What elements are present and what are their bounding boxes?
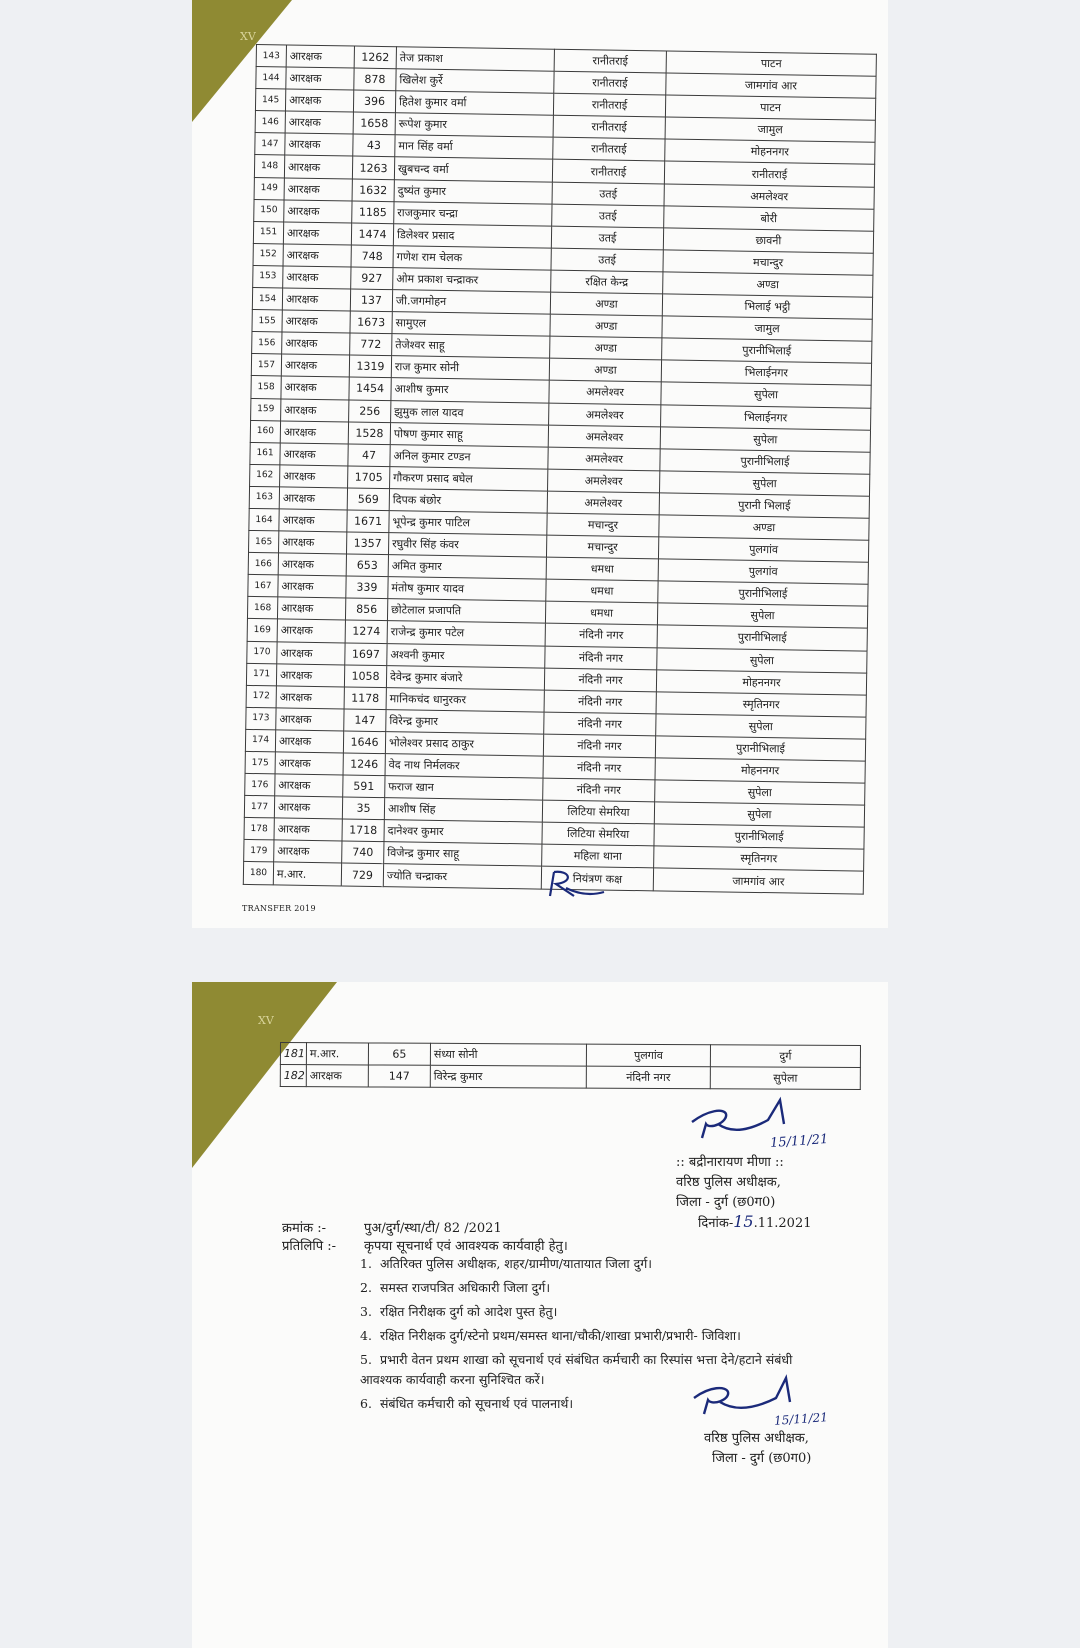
- rank-cell: आरक्षक: [275, 752, 343, 775]
- table-row: [280, 1065, 860, 1090]
- order-date-rest: .11.2021: [753, 1216, 812, 1231]
- rank-cell: आरक्षक: [286, 67, 354, 90]
- badge-number-cell: 1185: [352, 201, 394, 224]
- badge-number-cell: 1673: [350, 311, 392, 334]
- serial-cell: 166: [248, 553, 278, 576]
- current-posting-cell: नंदिनी नगर: [543, 734, 655, 758]
- rank-cell: आरक्षक: [306, 1065, 368, 1087]
- employee-name-cell: गौकरण प्रसाद बघेल: [390, 466, 548, 491]
- serial-cell: 175: [245, 751, 275, 774]
- serial-cell: 181: [280, 1043, 306, 1065]
- copy-recipient-number: 5.: [360, 1352, 372, 1367]
- new-posting-cell: मोहननगर: [665, 139, 875, 164]
- employee-name-cell: राज कुमार सोनी: [391, 356, 549, 381]
- current-posting-cell: नंदिनी नगर: [543, 778, 655, 802]
- rank-cell: आरक्षक: [284, 200, 352, 223]
- employee-name-cell: ज्योति चन्द्राकर: [383, 864, 541, 889]
- signature-date: 15/11/21: [769, 1131, 829, 1152]
- badge-number-cell: 1528: [348, 422, 390, 445]
- badge-number-cell: 569: [347, 488, 389, 511]
- serial-cell: 178: [244, 818, 274, 841]
- new-posting-cell: स्मृतिनगर: [656, 692, 866, 717]
- rank-cell: आरक्षक: [280, 465, 348, 488]
- badge-number-cell: 47: [348, 444, 390, 467]
- employee-name-cell: गणेश राम चेलक: [393, 246, 551, 271]
- badge-number-cell: 1058: [344, 665, 386, 688]
- employee-name-cell: वेद नाथ निर्मलकर: [385, 754, 543, 779]
- employee-name-cell: विरेन्द्र कुमार: [430, 1065, 586, 1088]
- employee-name-cell: रघुवीर सिंह कंवर: [388, 533, 546, 558]
- new-posting-cell: दुर्ग: [710, 1045, 860, 1068]
- rank-cell: आरक्षक: [282, 310, 350, 333]
- new-posting-cell: पुलगांव: [658, 559, 868, 584]
- copy-recipient-number: 2.: [360, 1280, 372, 1295]
- current-posting-cell: नंदिनी नगर: [545, 646, 657, 670]
- employee-name-cell: विरेन्द्र कुमार: [386, 709, 544, 734]
- badge-number-cell: 740: [342, 841, 384, 864]
- employee-name-cell: अनिल कुमार टण्डन: [390, 444, 548, 469]
- current-posting-cell: नंदिनी नगर: [544, 668, 656, 692]
- badge-number-cell: 772: [350, 333, 392, 356]
- rank-cell: आरक्षक: [274, 840, 342, 863]
- serial-cell: 149: [254, 177, 284, 200]
- new-posting-cell: जामुल: [662, 316, 872, 341]
- employee-name-cell: सामुएल: [392, 312, 550, 337]
- serial-cell: 159: [251, 398, 281, 421]
- current-posting-cell: नंदिनी नगर: [543, 756, 655, 780]
- signatory-name: :: बद्रीनारायण मीणा ::: [676, 1155, 784, 1170]
- badge-number-cell: 339: [346, 576, 388, 599]
- order-date: [698, 1212, 811, 1231]
- serial-cell: 151: [253, 221, 283, 244]
- new-posting-cell: सुपेला: [661, 382, 871, 407]
- rank-cell: आरक्षक: [283, 222, 351, 245]
- current-posting-cell: उतई: [551, 248, 663, 272]
- employee-name-cell: झुमुक लाल यादव: [391, 400, 549, 425]
- employee-name-cell: तेजेश्वर साहू: [392, 334, 550, 359]
- new-posting-cell: अण्डा: [659, 515, 869, 540]
- current-posting-cell: धमधा: [546, 579, 658, 603]
- serial-cell: 163: [249, 486, 279, 509]
- new-posting-cell: भिलाई भट्ठी: [662, 294, 872, 319]
- badge-number-cell: 1705: [348, 466, 390, 489]
- new-posting-cell: सुपेला: [710, 1067, 860, 1090]
- serial-cell: 168: [247, 597, 277, 620]
- employee-name-cell: तेज प्रकाश: [396, 47, 554, 72]
- new-posting-cell: पुरानीभिलाई: [660, 449, 870, 474]
- page-footer-label: TRANSFER 2019: [242, 904, 316, 913]
- current-posting-cell: पुलगांव: [586, 1044, 710, 1067]
- badge-number-cell: 1646: [343, 731, 385, 754]
- rank-cell: आरक्षक: [274, 796, 342, 819]
- rank-cell: आरक्षक: [282, 332, 350, 355]
- copy-recipient-text: अतिरिक्त पुलिस अधीक्षक, शहर/ग्रामीण/यातायात जिला दुर्ग।: [379, 1256, 653, 1271]
- serial-cell: 156: [252, 332, 282, 355]
- new-posting-cell: सुपेला: [657, 647, 867, 672]
- employee-name-cell: छोटेलाल प्रजापति: [387, 599, 545, 624]
- copy-recipient-number: 1.: [360, 1256, 372, 1271]
- current-posting-cell: लिटिया सेमरिया: [542, 800, 654, 824]
- copy-recipient-text: समस्त राजपत्रित अधिकारी जिला दुर्ग।: [379, 1280, 551, 1295]
- rank-cell: आरक्षक: [279, 531, 347, 554]
- new-posting-cell: सुपेला: [657, 603, 867, 628]
- rank-cell: आरक्षक: [283, 266, 351, 289]
- employee-name-cell: दुष्यंत कुमार: [394, 179, 552, 204]
- serial-cell: 173: [246, 707, 276, 730]
- new-posting-cell: मोहननगर: [655, 758, 865, 783]
- rank-cell: आरक्षक: [280, 443, 348, 466]
- current-posting-cell: नंदिनी नगर: [544, 712, 656, 736]
- badge-number-cell: 147: [344, 709, 386, 732]
- new-posting-cell: सुपेला: [655, 780, 865, 805]
- employee-name-cell: राजेन्द्र कुमार पटेल: [387, 621, 545, 646]
- rank-cell: म.आर.: [306, 1043, 368, 1065]
- rank-cell: आरक्षक: [284, 155, 352, 178]
- rank-cell: आरक्षक: [276, 664, 344, 687]
- serial-cell: 153: [253, 265, 283, 288]
- initials-signature: [544, 866, 614, 906]
- copy-recipient-text: रक्षित निरीक्षक दुर्ग/स्टेनो प्रथम/समस्त थाना/चौकी/शाखा प्रभारी/प्रभारी- जिविशा।: [379, 1328, 741, 1343]
- employee-name-cell: दिपक बंछोर: [389, 489, 547, 514]
- rank-cell: आरक्षक: [279, 509, 347, 532]
- employee-name-cell: राजकुमार चन्द्रा: [394, 201, 552, 226]
- current-posting-cell: उतई: [552, 182, 664, 206]
- current-posting-cell: रानीतराई: [553, 115, 665, 139]
- new-posting-cell: रानीतराई: [664, 161, 874, 186]
- current-posting-cell: मचान्दुर: [546, 535, 658, 559]
- serial-cell: 171: [246, 663, 276, 686]
- employee-name-cell: हितेश कुमार वर्मा: [395, 91, 553, 116]
- serial-cell: 155: [252, 310, 282, 333]
- rank-cell: आरक्षक: [277, 641, 345, 664]
- badge-number-cell: 856: [345, 598, 387, 621]
- employee-name-cell: अश्वनी कुमार: [387, 643, 545, 668]
- employee-name-cell: अमित कुमार: [388, 555, 546, 580]
- badge-number-cell: 927: [351, 267, 393, 290]
- badge-number-cell: 137: [350, 289, 392, 312]
- serial-cell: 158: [251, 376, 281, 399]
- serial-cell: 172: [246, 685, 276, 708]
- current-posting-cell: महिला थाना: [542, 844, 654, 868]
- new-posting-cell: सुपेला: [660, 471, 870, 496]
- current-posting-cell: रानीतराई: [552, 160, 664, 184]
- employee-name-cell: पोषण कुमार साहू: [390, 422, 548, 447]
- serial-cell: 148: [254, 155, 284, 178]
- badge-number-cell: 878: [354, 68, 396, 91]
- current-posting-cell: अमलेश्वर: [548, 447, 660, 471]
- employee-name-cell: भोलेश्वर प्रसाद ठाकुर: [385, 732, 543, 757]
- rank-cell: आरक्षक: [281, 354, 349, 377]
- signatory-title: वरिष्ठ पुलिस अधीक्षक,: [676, 1175, 781, 1190]
- employee-name-cell: विजेन्द्र कुमार साहू: [384, 842, 542, 867]
- badge-number-cell: 1658: [353, 112, 395, 135]
- badge-number-cell: 1262: [354, 46, 396, 69]
- current-posting-cell: रानीतराई: [554, 49, 666, 73]
- new-posting-cell: पाटन: [665, 95, 875, 120]
- page-corner-mark: XV: [258, 1014, 274, 1027]
- current-posting-cell: धमधा: [546, 557, 658, 581]
- current-posting-cell: नियंत्रण कक्ष: [541, 867, 653, 891]
- new-posting-cell: स्मृतिनगर: [654, 846, 864, 871]
- serial-cell: 150: [254, 199, 284, 222]
- current-posting-cell: उतई: [551, 226, 663, 250]
- rank-cell: आरक्षक: [276, 708, 344, 731]
- badge-number-cell: 1474: [351, 223, 393, 246]
- transfer-table-body: [243, 45, 876, 894]
- serial-cell: 157: [251, 354, 281, 377]
- rank-cell: आरक्षक: [275, 774, 343, 797]
- serial-cell: 179: [244, 840, 274, 863]
- badge-number-cell: 1697: [345, 643, 387, 666]
- rank-cell: आरक्षक: [285, 89, 353, 112]
- new-posting-cell: मोहननगर: [656, 669, 866, 694]
- copy-recipient-number: 6.: [360, 1396, 372, 1411]
- employee-name-cell: देवेन्द्र कुमार बंजारे: [386, 665, 544, 690]
- rank-cell: आरक्षक: [275, 730, 343, 753]
- badge-number-cell: 748: [351, 245, 393, 268]
- current-posting-cell: अमलेश्वर: [548, 425, 660, 449]
- badge-number-cell: 1274: [345, 620, 387, 643]
- employee-name-cell: आशीष सिंह: [384, 798, 542, 823]
- employee-name-cell: खिलेश कुर्रे: [396, 69, 554, 94]
- footer-signatory-district: जिला - दुर्ग (छ0ग0): [712, 1451, 812, 1466]
- copy-recipient-item: [360, 1254, 830, 1274]
- new-posting-cell: सुपेला: [656, 714, 866, 739]
- new-posting-cell: पाटन: [666, 51, 876, 76]
- new-posting-cell: अण्डा: [663, 272, 873, 297]
- current-posting-cell: रक्षित केन्द्र: [551, 270, 663, 294]
- employee-name-cell: मानिकचंद धानुरकर: [386, 687, 544, 712]
- serial-cell: 180: [243, 862, 273, 885]
- current-posting-cell: नंदिनी नगर: [586, 1066, 710, 1089]
- current-posting-cell: रानीतराई: [554, 71, 666, 95]
- signature-2-date: 15/11/21: [773, 1410, 829, 1428]
- rank-cell: आरक्षक: [285, 133, 353, 156]
- serial-cell: 176: [245, 774, 275, 797]
- current-posting-cell: नंदिनी नगर: [544, 690, 656, 714]
- rank-cell: आरक्षक: [281, 376, 349, 399]
- new-posting-cell: जामगांव आर: [653, 868, 863, 893]
- transfer-table-page-2: [280, 1042, 861, 1090]
- employee-name-cell: खुबचन्द वर्मा: [394, 157, 552, 182]
- employee-name-cell: जी.जगमोहन: [392, 290, 550, 315]
- footer-signatory-title: वरिष्ठ पुलिस अधीक्षक,: [704, 1431, 809, 1446]
- current-posting-cell: अण्डा: [550, 292, 662, 316]
- order-number: पुअ/दुर्ग/स्था/टी/ 82 /2021: [364, 1221, 502, 1236]
- rank-cell: आरक्षक: [277, 619, 345, 642]
- employee-name-cell: मंतोष कुमार यादव: [388, 577, 546, 602]
- current-posting-cell: अण्डा: [549, 358, 661, 382]
- badge-number-cell: 43: [353, 134, 395, 157]
- copy-recipient-text: प्रभारी वेतन प्रथम शाखा को सूचनार्थ एवं संबंधित कर्मचारी का रिस्पांस भत्ता देने/हटाने संबंधी आवश्यक कार्यवाही करना सुनिश्चित करें।: [360, 1352, 793, 1387]
- current-posting-cell: उतई: [552, 204, 664, 228]
- new-posting-cell: पुरानी भिलाई: [659, 493, 869, 518]
- serial-cell: 174: [245, 729, 275, 752]
- new-posting-cell: सुपेला: [654, 802, 864, 827]
- new-posting-cell: पुलगांव: [658, 537, 868, 562]
- copy-recipient-text: रक्षित निरीक्षक दुर्ग को आदेश पुस्त हेतु।: [379, 1304, 558, 1319]
- employee-name-cell: फराज खान: [385, 776, 543, 801]
- current-posting-cell: नंदिनी नगर: [545, 624, 657, 648]
- rank-cell: आरक्षक: [278, 575, 346, 598]
- new-posting-cell: मचान्दुर: [663, 250, 873, 275]
- serial-cell: 165: [249, 531, 279, 554]
- new-posting-cell: पुरानीभिलाई: [657, 625, 867, 650]
- new-posting-cell: भिलाईनगर: [661, 404, 871, 429]
- badge-number-cell: 256: [349, 400, 391, 423]
- serial-cell: 145: [255, 89, 285, 112]
- badge-number-cell: 396: [353, 90, 395, 113]
- serial-cell: 154: [252, 288, 282, 311]
- serial-cell: 152: [253, 243, 283, 266]
- rank-cell: आरक्षक: [286, 45, 354, 68]
- document-page-2: [192, 982, 888, 1648]
- serial-cell: 160: [250, 420, 280, 443]
- current-posting-cell: रानीतराई: [553, 93, 665, 117]
- badge-number-cell: 147: [368, 1065, 430, 1087]
- copy-recipient-item: [360, 1302, 830, 1322]
- new-posting-cell: सुपेला: [660, 426, 870, 451]
- serial-cell: 164: [249, 508, 279, 531]
- badge-number-cell: 1718: [342, 819, 384, 842]
- new-posting-cell: अमलेश्वर: [664, 183, 874, 208]
- order-date-day: 15: [733, 1212, 754, 1231]
- serial-cell: 170: [247, 641, 277, 664]
- employee-name-cell: दानेश्वर कुमार: [384, 820, 542, 845]
- serial-cell: 182: [280, 1065, 306, 1087]
- table-row: [280, 1043, 860, 1068]
- rank-cell: आरक्षक: [278, 553, 346, 576]
- rank-cell: आरक्षक: [281, 398, 349, 421]
- employee-name-cell: भूपेन्द्र कुमार पाटिल: [389, 511, 547, 536]
- serial-cell: 143: [256, 45, 286, 68]
- serial-cell: 147: [255, 133, 285, 156]
- employee-name-cell: संध्या सोनी: [430, 1043, 586, 1066]
- rank-cell: आरक्षक: [277, 597, 345, 620]
- badge-number-cell: 1632: [352, 179, 394, 202]
- employee-name-cell: आशीष कुमार: [391, 378, 549, 403]
- employee-name-cell: रूपेश कुमार: [395, 113, 553, 138]
- new-posting-cell: जामुल: [665, 117, 875, 142]
- badge-number-cell: 1454: [349, 377, 391, 400]
- current-posting-cell: अमलेश्वर: [549, 381, 661, 405]
- transfer-table-body: [280, 1043, 860, 1090]
- current-posting-cell: लिटिया सेमरिया: [542, 822, 654, 846]
- current-posting-cell: अमलेश्वर: [549, 403, 661, 427]
- copy-recipient-item: [360, 1326, 830, 1346]
- copy-recipient-number: 4.: [360, 1328, 372, 1343]
- current-posting-cell: रानीतराई: [553, 138, 665, 162]
- transfer-table-page-1: [243, 44, 877, 894]
- new-posting-cell: पुरानीभिलाई: [655, 736, 865, 761]
- badge-number-cell: 591: [343, 775, 385, 798]
- badge-number-cell: 1263: [352, 157, 394, 180]
- current-posting-cell: अण्डा: [550, 336, 662, 360]
- order-number-label: क्रमांक :-: [282, 1221, 327, 1236]
- current-posting-cell: अमलेश्वर: [548, 469, 660, 493]
- serial-cell: 162: [250, 464, 280, 487]
- rank-cell: म.आर.: [273, 862, 341, 885]
- current-posting-cell: अमलेश्वर: [547, 491, 659, 515]
- badge-number-cell: 1246: [343, 753, 385, 776]
- new-posting-cell: बोरी: [664, 206, 874, 231]
- rank-cell: आरक्षक: [280, 421, 348, 444]
- current-posting-cell: अण्डा: [550, 314, 662, 338]
- rank-cell: आरक्षक: [284, 178, 352, 201]
- serial-cell: 144: [256, 67, 286, 90]
- new-posting-cell: जामगांव आर: [666, 73, 876, 98]
- badge-number-cell: 653: [346, 554, 388, 577]
- serial-cell: 146: [255, 111, 285, 134]
- rank-cell: आरक्षक: [285, 111, 353, 134]
- employee-name-cell: मान सिंह वर्मा: [395, 135, 553, 160]
- new-posting-cell: पुरानीभिलाई: [654, 824, 864, 849]
- rank-cell: आरक्षक: [276, 686, 344, 709]
- badge-number-cell: 1178: [344, 687, 386, 710]
- copy-intro: कृपया सूचनार्थ एवं आवश्यक कार्यवाही हेतु।: [364, 1239, 568, 1254]
- page-corner-mark: XV: [240, 30, 256, 43]
- order-date-label: दिनांक-: [698, 1216, 734, 1231]
- serial-cell: 169: [247, 619, 277, 642]
- badge-number-cell: 1357: [346, 532, 388, 555]
- badge-number-cell: 1671: [347, 510, 389, 533]
- rank-cell: आरक्षक: [282, 288, 350, 311]
- badge-number-cell: 65: [368, 1043, 430, 1065]
- new-posting-cell: पुरानीभिलाई: [658, 581, 868, 606]
- copy-recipient-item: [360, 1278, 830, 1298]
- serial-cell: 167: [248, 575, 278, 598]
- copy-recipient-text: संबंधित कर्मचारी को सूचनार्थ एवं पालनार्थ।: [379, 1396, 574, 1411]
- rank-cell: आरक्षक: [279, 487, 347, 510]
- new-posting-cell: पुरानीभिलाई: [662, 338, 872, 363]
- rank-cell: आरक्षक: [274, 818, 342, 841]
- badge-number-cell: 729: [341, 863, 383, 886]
- badge-number-cell: 35: [342, 797, 384, 820]
- serial-cell: 177: [244, 796, 274, 819]
- copy-recipient-number: 3.: [360, 1304, 372, 1319]
- badge-number-cell: 1319: [349, 355, 391, 378]
- signatory-district: जिला - दुर्ग (छ0ग0): [676, 1195, 776, 1210]
- employee-name-cell: डिलेश्वर प्रसाद: [393, 223, 551, 248]
- employee-name-cell: ओम प्रकाश चन्द्राकर: [393, 268, 551, 293]
- current-posting-cell: धमधा: [545, 601, 657, 625]
- current-posting-cell: मचान्दुर: [547, 513, 659, 537]
- new-posting-cell: छावनी: [663, 228, 873, 253]
- rank-cell: आरक्षक: [283, 244, 351, 267]
- new-posting-cell: भिलाईनगर: [661, 360, 871, 385]
- copy-label: प्रतिलिपि :-: [282, 1239, 337, 1254]
- serial-cell: 161: [250, 442, 280, 465]
- document-page-1: [192, 0, 888, 928]
